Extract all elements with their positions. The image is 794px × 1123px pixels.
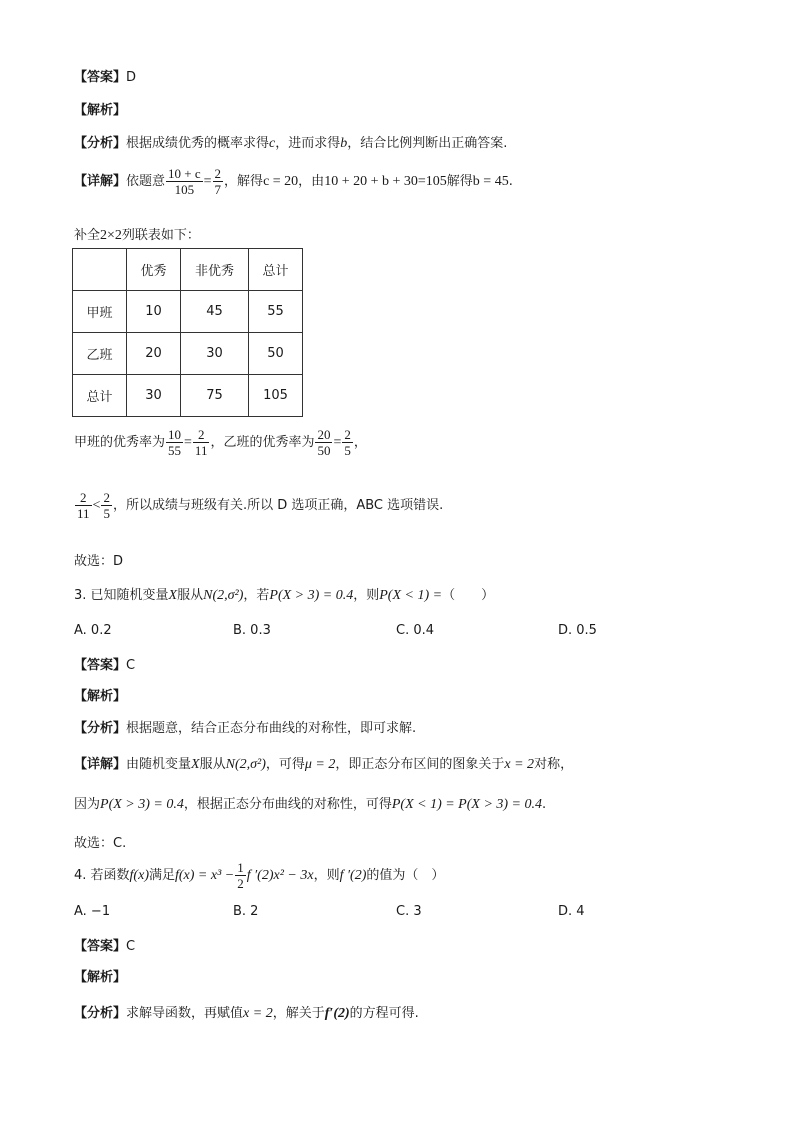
table-header-cell <box>73 249 127 291</box>
table-header-row <box>73 249 303 291</box>
period: . <box>542 797 547 812</box>
xiangjie-tag: 【详解】 <box>74 174 127 189</box>
fraction-numerator: 2 <box>344 427 351 442</box>
fraction <box>213 166 224 197</box>
table-intro <box>74 224 200 244</box>
var-X: X <box>191 757 200 772</box>
q2-fenxi-line <box>74 132 507 152</box>
table-cell: 55 <box>249 291 303 333</box>
fraction-denominator: 5 <box>103 506 110 521</box>
fenxi-mid: ，进而求得 <box>275 136 341 151</box>
q3-stem-then: ，则 <box>353 588 380 603</box>
table-row <box>73 291 303 333</box>
var-c: c <box>269 136 276 151</box>
xiangjie-mid3: 解得 <box>446 174 473 189</box>
xiangjie-pre: 依题意 <box>126 174 166 189</box>
table-cell: 10 <box>127 291 181 333</box>
fenxi-tag: 【分析】 <box>74 1006 127 1021</box>
contingency-table <box>72 248 303 417</box>
xj-mu-pre: ，可得 <box>265 757 305 772</box>
rate-a-label: 甲班的优秀率为 <box>74 435 166 450</box>
sum-equation: 10 + 20 + b + 30=105 <box>324 174 447 189</box>
fenxi-tag: 【分析】 <box>74 136 127 151</box>
xj-mu-post: ，即正态分布区间的图象关于 <box>335 757 505 772</box>
option-d: D. 0.5 <box>558 623 597 638</box>
q2-jiexi-heading: 【解析】 <box>74 103 127 118</box>
function-f: f(x) <box>129 868 149 883</box>
result-equation: P(X < 1) = P(X > 3) = 0.4 <box>391 797 543 812</box>
derivative-value: f ′(2) <box>339 868 367 883</box>
fraction <box>342 427 353 458</box>
rate-b-label: ，乙班的优秀率为 <box>210 435 315 450</box>
q4-stem-mid: 满足 <box>148 868 175 883</box>
table-row <box>73 375 303 417</box>
q4-answer-line <box>74 935 135 954</box>
fraction-numerator: 10 <box>168 427 182 442</box>
table-intro-pre: 补全 <box>74 228 101 243</box>
fraction-denominator: 11 <box>194 443 208 458</box>
normal-distribution: N(2,σ²) <box>225 757 266 772</box>
option-c: C. 0.4 <box>396 623 435 638</box>
c-equation: c = 20 <box>263 174 299 189</box>
given-probability: P(X > 3) = 0.4 <box>100 797 184 812</box>
answer-tag: 【答案】 <box>74 70 127 85</box>
table-intro-end: 列联表如下： <box>121 228 200 243</box>
table-cell: 总计 <box>73 375 127 417</box>
q3-stem-if: ，若 <box>243 588 270 603</box>
fraction-denominator: 2 <box>237 876 244 891</box>
fenxi-tag: 【分析】 <box>74 721 127 736</box>
table-cell: 30 <box>181 333 249 375</box>
table-cell: 50 <box>249 333 303 375</box>
q4-jiexi-heading: 【解析】 <box>74 970 127 985</box>
fraction <box>235 860 246 891</box>
q2-guxuan: 故选：D <box>74 554 124 569</box>
fraction-numerator: 1 <box>237 860 244 875</box>
q2-xiangjie-line <box>74 166 513 197</box>
fenxi-end: ，结合比例判断出正确答案. <box>347 136 508 151</box>
normal-distribution: N(2,σ²) <box>203 588 244 603</box>
table-cell: 20 <box>127 333 181 375</box>
answer-blank: （ ） <box>442 588 495 603</box>
xj-pre: 由随机变量 <box>126 757 192 772</box>
equals: = <box>203 174 212 189</box>
fraction-numerator: 20 <box>317 427 331 442</box>
q4-stem-pre: 4. 若函数 <box>74 868 130 883</box>
fenxi-end: 的方程可得. <box>349 1006 419 1021</box>
xiangjie-mid: ，解得 <box>224 174 264 189</box>
xiangjie-tag: 【详解】 <box>74 757 127 772</box>
table-header-cell: 优秀 <box>127 249 181 291</box>
x-equation: x = 2 <box>504 757 535 772</box>
q4-stem-then: ，则 <box>313 868 340 883</box>
because: 因为 <box>74 797 101 812</box>
fraction-numerator: 2 <box>103 490 110 505</box>
xj-end: 对称， <box>534 757 574 772</box>
table-cell: 乙班 <box>73 333 127 375</box>
fraction-denominator: 5 <box>344 443 351 458</box>
q3-stem-mid: 服从 <box>177 588 204 603</box>
q3-answer-line <box>74 654 135 673</box>
table-size: 2×2 <box>100 228 122 243</box>
rate-line <box>74 427 367 458</box>
comma: ， <box>353 435 367 450</box>
fenxi-pre: 求解导函数，再赋值 <box>126 1006 244 1021</box>
derivative-value: f′(2) <box>324 1006 350 1021</box>
option-b: B. 2 <box>233 904 259 919</box>
q4-stem-end: 的值为（ ） <box>366 868 445 883</box>
q3-stem <box>74 584 494 604</box>
table-cell: 105 <box>249 375 303 417</box>
option-b: B. 0.3 <box>233 623 271 638</box>
function-expression: f ′(2)x² − 3x <box>246 868 314 883</box>
table-header-cell: 总计 <box>249 249 303 291</box>
q3-fenxi-line <box>74 717 416 736</box>
q3-guxuan: 故选：C. <box>74 836 127 851</box>
function-definition: f(x) = x³ − <box>175 868 235 883</box>
xiangjie-mid2: ，由 <box>298 174 325 189</box>
answer-value: D <box>126 70 137 85</box>
fraction <box>101 490 112 521</box>
given-probability: P(X > 3) = 0.4 <box>269 588 354 603</box>
q3-stem-pre: 3. 已知随机变量 <box>74 588 169 603</box>
fraction-numerator: 2 <box>193 427 210 443</box>
option-a: A. −1 <box>74 904 111 919</box>
table-cell: 30 <box>127 375 181 417</box>
fraction-denominator: 11 <box>77 506 90 521</box>
b-equation: b = 45 <box>472 174 509 189</box>
answer-value: C <box>126 658 136 673</box>
fraction <box>193 427 210 458</box>
q4-stem <box>74 860 444 891</box>
answer-tag: 【答案】 <box>74 939 127 954</box>
fraction <box>166 166 203 197</box>
q3-jiexi-heading: 【解析】 <box>74 689 127 704</box>
q3-because-line <box>74 793 546 813</box>
table-header-cell: 非优秀 <box>181 249 249 291</box>
fraction-numerator: 10 + c <box>168 166 201 181</box>
fraction-denominator: 55 <box>168 443 182 458</box>
table-row <box>73 333 303 375</box>
conclusion-text: ，所以成绩与班级有关.所以 D 选项正确，ABC 选项错误. <box>112 498 444 513</box>
answer-value: C <box>126 939 136 954</box>
fenxi-text: 根据题意，结合正态分布曲线的对称性，即可求解. <box>126 721 417 736</box>
period: . <box>508 174 513 189</box>
symmetry-text: ，根据正态分布曲线的对称性，可得 <box>183 797 392 812</box>
answer-tag: 【答案】 <box>74 658 127 673</box>
equals: = <box>184 435 192 450</box>
option-c: C. 3 <box>396 904 422 919</box>
var-b: b <box>340 136 348 151</box>
compare-line <box>74 490 443 521</box>
equals: = <box>333 435 342 450</box>
mu-equation: μ = 2 <box>304 757 336 772</box>
fraction-numerator: 2 <box>214 166 222 181</box>
var-X: X <box>168 588 178 603</box>
fraction-denominator: 7 <box>214 182 222 197</box>
xj-mid: 服从 <box>199 757 226 772</box>
option-a: A. 0.2 <box>74 623 112 638</box>
less-than: < <box>92 498 101 513</box>
fraction <box>166 427 183 458</box>
option-d: D. 4 <box>558 904 585 919</box>
fenxi-mid: ，解关于 <box>272 1006 325 1021</box>
x-equation: x = 2 <box>243 1006 273 1021</box>
fraction <box>75 490 92 521</box>
q3-xiangjie-line <box>74 753 573 773</box>
table-cell: 45 <box>181 291 249 333</box>
q2-answer-line <box>74 66 136 85</box>
fraction-numerator: 2 <box>75 490 92 506</box>
q4-fenxi-line <box>74 1002 419 1022</box>
asked-probability: P(X < 1) = <box>379 588 443 603</box>
fraction-denominator: 105 <box>174 182 195 197</box>
fraction <box>315 427 332 458</box>
table-cell: 75 <box>181 375 249 417</box>
fenxi-text: 根据成绩优秀的概率求得 <box>126 136 270 151</box>
fraction-denominator: 50 <box>317 443 331 458</box>
table-cell: 甲班 <box>73 291 127 333</box>
